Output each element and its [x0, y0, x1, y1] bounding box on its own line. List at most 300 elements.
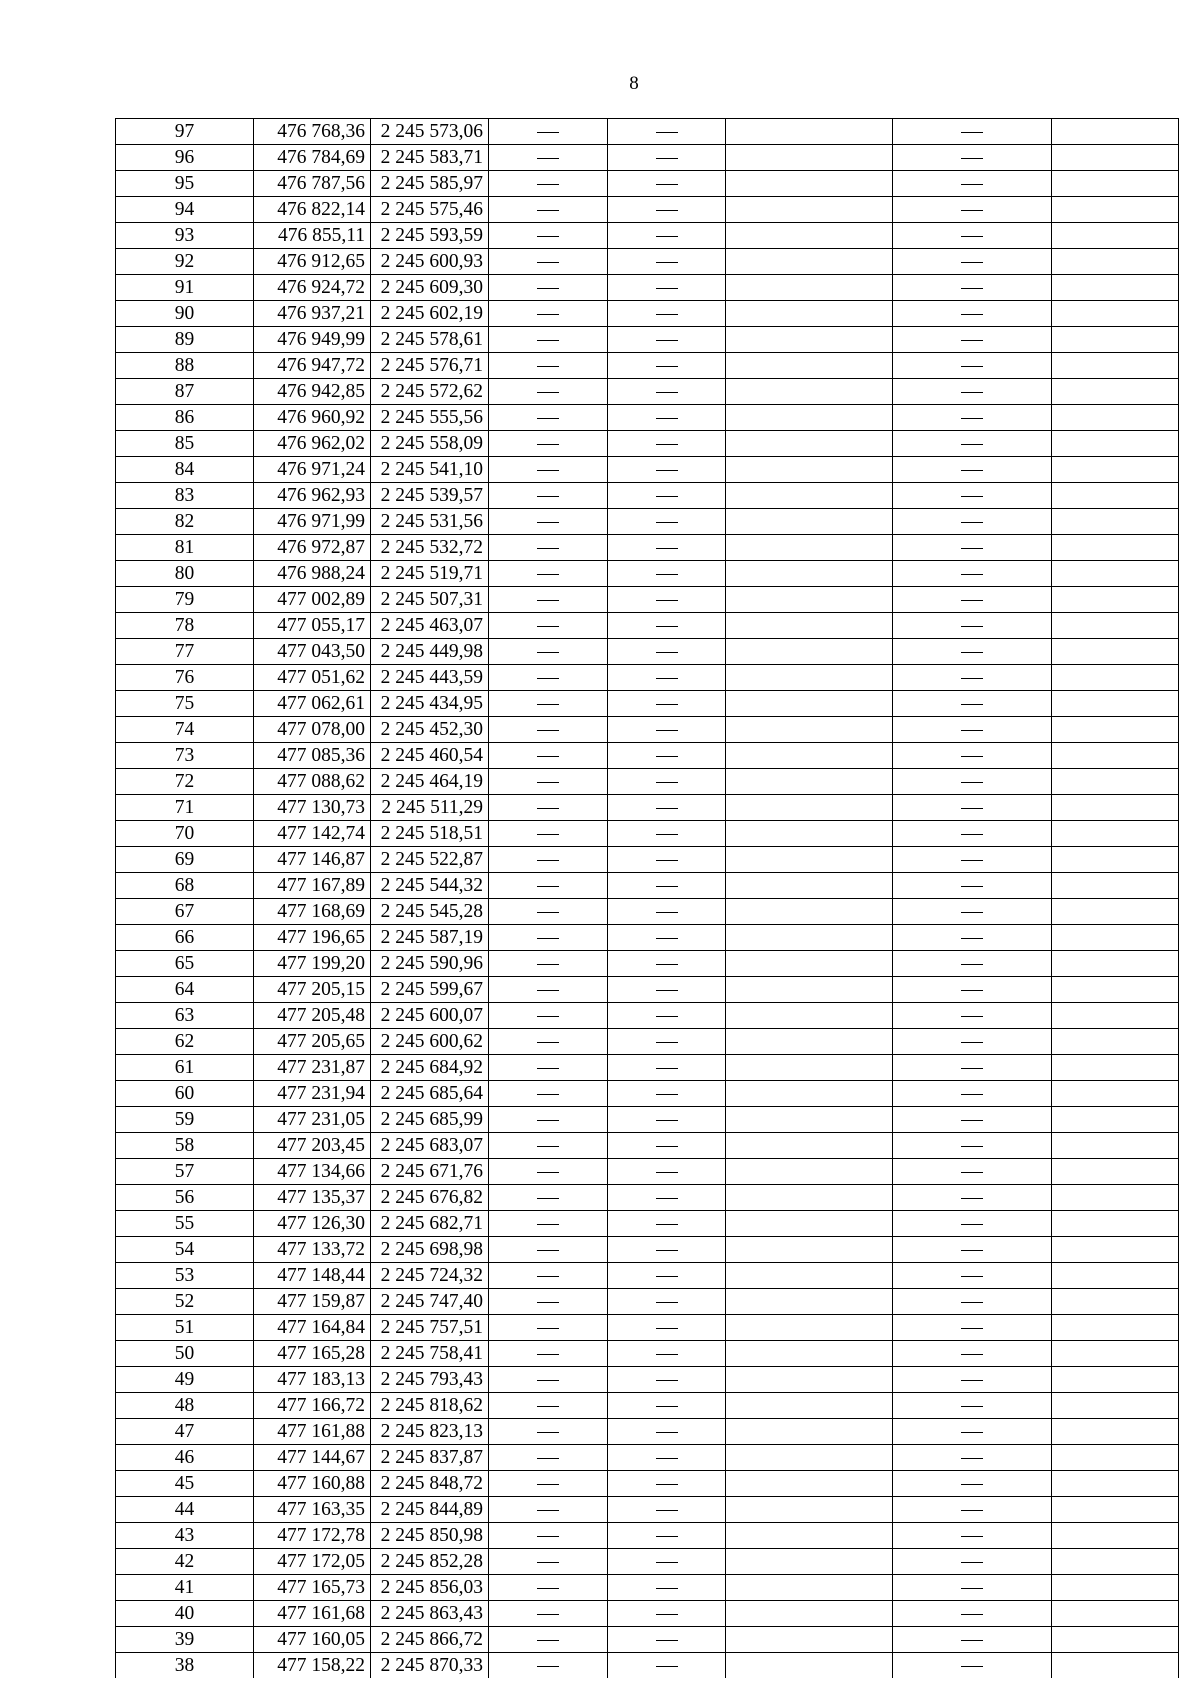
dash-cell — [893, 1159, 1052, 1185]
empty-cell — [1052, 1029, 1179, 1055]
dash-cell — [608, 873, 726, 899]
table-row — [116, 769, 1179, 795]
dash-mark — [537, 600, 559, 601]
dash-cell — [893, 1055, 1052, 1081]
empty-cell — [726, 379, 893, 405]
dash-cell — [893, 1497, 1052, 1523]
dash-cell — [489, 1133, 608, 1159]
dash-mark — [537, 1068, 559, 1069]
dash-cell — [489, 1471, 608, 1497]
dash-mark — [656, 1406, 678, 1407]
table-body — [116, 119, 1179, 1679]
y-coordinate-cell: 2 245 555,56 — [371, 405, 489, 431]
table-row — [116, 665, 1179, 691]
table-row — [116, 171, 1179, 197]
dash-cell — [489, 769, 608, 795]
x-coordinate-cell: 476 912,65 — [254, 249, 371, 275]
dash-mark — [961, 210, 983, 211]
dash-mark — [537, 132, 559, 133]
empty-cell — [1052, 535, 1179, 561]
table-row — [116, 1393, 1179, 1419]
x-coordinate-cell: 477 078,00 — [254, 717, 371, 743]
point-number-cell: 65 — [116, 951, 254, 977]
empty-cell — [726, 457, 893, 483]
empty-cell — [726, 743, 893, 769]
dash-cell — [893, 1133, 1052, 1159]
dash-mark — [961, 522, 983, 523]
empty-cell — [1052, 561, 1179, 587]
dash-mark — [961, 782, 983, 783]
dash-cell — [893, 1107, 1052, 1133]
empty-cell — [726, 717, 893, 743]
x-coordinate-cell: 477 159,87 — [254, 1289, 371, 1315]
table-row — [116, 405, 1179, 431]
dash-cell — [489, 1601, 608, 1627]
empty-cell — [1052, 951, 1179, 977]
table-row — [116, 1211, 1179, 1237]
dash-mark — [961, 1120, 983, 1121]
dash-cell — [608, 275, 726, 301]
x-coordinate-cell: 476 949,99 — [254, 327, 371, 353]
empty-cell — [1052, 353, 1179, 379]
x-coordinate-cell: 477 144,67 — [254, 1445, 371, 1471]
dash-mark — [537, 730, 559, 731]
table-row — [116, 639, 1179, 665]
dash-cell — [608, 587, 726, 613]
point-number-cell: 91 — [116, 275, 254, 301]
empty-cell — [726, 925, 893, 951]
dash-mark — [961, 314, 983, 315]
empty-cell — [726, 327, 893, 353]
x-coordinate-cell: 477 203,45 — [254, 1133, 371, 1159]
dash-cell — [893, 1237, 1052, 1263]
empty-cell — [726, 821, 893, 847]
empty-cell — [1052, 301, 1179, 327]
x-coordinate-cell: 477 055,17 — [254, 613, 371, 639]
dash-cell — [893, 1185, 1052, 1211]
dash-mark — [961, 1146, 983, 1147]
empty-cell — [1052, 1497, 1179, 1523]
dash-mark — [656, 1146, 678, 1147]
empty-cell — [726, 1133, 893, 1159]
dash-cell — [893, 405, 1052, 431]
dash-cell — [608, 639, 726, 665]
dash-mark — [537, 1120, 559, 1121]
point-number-cell: 86 — [116, 405, 254, 431]
dash-mark — [961, 1484, 983, 1485]
dash-mark — [961, 1172, 983, 1173]
dash-cell — [489, 1653, 608, 1679]
dash-mark — [537, 548, 559, 549]
dash-mark — [961, 1588, 983, 1589]
empty-cell — [726, 535, 893, 561]
dash-mark — [537, 1458, 559, 1459]
point-number-cell: 48 — [116, 1393, 254, 1419]
dash-cell — [893, 1341, 1052, 1367]
point-number-cell: 38 — [116, 1653, 254, 1679]
table-row — [116, 743, 1179, 769]
dash-cell — [893, 873, 1052, 899]
table-row — [116, 1497, 1179, 1523]
dash-cell — [608, 1653, 726, 1679]
dash-mark — [656, 496, 678, 497]
dash-cell — [608, 1445, 726, 1471]
dash-cell — [893, 769, 1052, 795]
dash-cell — [608, 1627, 726, 1653]
dash-cell — [608, 1081, 726, 1107]
table-row — [116, 613, 1179, 639]
dash-mark — [537, 184, 559, 185]
empty-cell — [1052, 1133, 1179, 1159]
empty-cell — [726, 1497, 893, 1523]
dash-cell — [489, 691, 608, 717]
dash-mark — [537, 1380, 559, 1381]
y-coordinate-cell: 2 245 685,64 — [371, 1081, 489, 1107]
dash-cell — [893, 1627, 1052, 1653]
y-coordinate-cell: 2 245 600,07 — [371, 1003, 489, 1029]
dash-cell — [608, 535, 726, 561]
dash-mark — [961, 990, 983, 991]
x-coordinate-cell: 477 161,88 — [254, 1419, 371, 1445]
dash-cell — [608, 1237, 726, 1263]
dash-cell — [608, 1497, 726, 1523]
dash-mark — [537, 392, 559, 393]
point-number-cell: 97 — [116, 119, 254, 145]
dash-cell — [608, 301, 726, 327]
table-row — [116, 1341, 1179, 1367]
dash-mark — [656, 1250, 678, 1251]
x-coordinate-cell: 477 172,05 — [254, 1549, 371, 1575]
y-coordinate-cell: 2 245 866,72 — [371, 1627, 489, 1653]
table-row — [116, 1289, 1179, 1315]
y-coordinate-cell: 2 245 464,19 — [371, 769, 489, 795]
x-coordinate-cell: 476 972,87 — [254, 535, 371, 561]
dash-cell — [489, 613, 608, 639]
y-coordinate-cell: 2 245 522,87 — [371, 847, 489, 873]
dash-cell — [893, 145, 1052, 171]
point-number-cell: 82 — [116, 509, 254, 535]
empty-cell — [726, 951, 893, 977]
dash-mark — [961, 1094, 983, 1095]
dash-mark — [961, 548, 983, 549]
dash-mark — [961, 1640, 983, 1641]
point-number-cell: 72 — [116, 769, 254, 795]
point-number-cell: 52 — [116, 1289, 254, 1315]
x-coordinate-cell: 477 161,68 — [254, 1601, 371, 1627]
y-coordinate-cell: 2 245 685,99 — [371, 1107, 489, 1133]
y-coordinate-cell: 2 245 850,98 — [371, 1523, 489, 1549]
empty-cell — [1052, 431, 1179, 457]
point-number-cell: 50 — [116, 1341, 254, 1367]
dash-mark — [537, 1146, 559, 1147]
dash-mark — [961, 392, 983, 393]
dash-cell — [893, 1367, 1052, 1393]
dash-mark — [961, 1380, 983, 1381]
dash-cell — [608, 405, 726, 431]
empty-cell — [1052, 197, 1179, 223]
dash-cell — [608, 1211, 726, 1237]
empty-cell — [726, 1029, 893, 1055]
point-number-cell: 54 — [116, 1237, 254, 1263]
empty-cell — [726, 873, 893, 899]
table-row — [116, 1601, 1179, 1627]
empty-cell — [726, 119, 893, 145]
dash-cell — [893, 1263, 1052, 1289]
dash-cell — [608, 1003, 726, 1029]
dash-mark — [961, 1406, 983, 1407]
x-coordinate-cell: 477 168,69 — [254, 899, 371, 925]
empty-cell — [726, 1107, 893, 1133]
x-coordinate-cell: 476 960,92 — [254, 405, 371, 431]
empty-cell — [726, 1211, 893, 1237]
x-coordinate-cell: 477 163,35 — [254, 1497, 371, 1523]
dash-mark — [961, 652, 983, 653]
dash-mark — [656, 1172, 678, 1173]
dash-mark — [656, 1562, 678, 1563]
x-coordinate-cell: 476 855,11 — [254, 223, 371, 249]
empty-cell — [1052, 1081, 1179, 1107]
dash-cell — [489, 1419, 608, 1445]
dash-mark — [656, 1224, 678, 1225]
dash-mark — [961, 1614, 983, 1615]
dash-mark — [537, 834, 559, 835]
dash-cell — [608, 951, 726, 977]
y-coordinate-cell: 2 245 684,92 — [371, 1055, 489, 1081]
dash-cell — [608, 977, 726, 1003]
empty-cell — [726, 665, 893, 691]
point-number-cell: 69 — [116, 847, 254, 873]
table-row — [116, 535, 1179, 561]
x-coordinate-cell: 477 134,66 — [254, 1159, 371, 1185]
point-number-cell: 46 — [116, 1445, 254, 1471]
dash-cell — [893, 587, 1052, 613]
dash-mark — [537, 522, 559, 523]
dash-mark — [961, 366, 983, 367]
coordinates-table — [115, 118, 1179, 1678]
table-row — [116, 1653, 1179, 1679]
x-coordinate-cell: 477 205,48 — [254, 1003, 371, 1029]
dash-cell — [489, 1237, 608, 1263]
dash-mark — [537, 1666, 559, 1667]
dash-cell — [893, 613, 1052, 639]
dash-cell — [893, 275, 1052, 301]
empty-cell — [1052, 1549, 1179, 1575]
x-coordinate-cell: 476 988,24 — [254, 561, 371, 587]
dash-mark — [537, 756, 559, 757]
dash-mark — [537, 782, 559, 783]
dash-mark — [961, 834, 983, 835]
dash-mark — [656, 1432, 678, 1433]
x-coordinate-cell: 477 062,61 — [254, 691, 371, 717]
y-coordinate-cell: 2 245 593,59 — [371, 223, 489, 249]
empty-cell — [1052, 327, 1179, 353]
point-number-cell: 55 — [116, 1211, 254, 1237]
y-coordinate-cell: 2 245 682,71 — [371, 1211, 489, 1237]
dash-cell — [608, 1471, 726, 1497]
point-number-cell: 64 — [116, 977, 254, 1003]
dash-cell — [893, 353, 1052, 379]
dash-cell — [489, 1081, 608, 1107]
x-coordinate-cell: 477 135,37 — [254, 1185, 371, 1211]
point-number-cell: 92 — [116, 249, 254, 275]
dash-cell — [489, 665, 608, 691]
x-coordinate-cell: 477 002,89 — [254, 587, 371, 613]
dash-cell — [608, 1549, 726, 1575]
empty-cell — [1052, 977, 1179, 1003]
dash-mark — [656, 1380, 678, 1381]
dash-cell — [608, 509, 726, 535]
dash-cell — [489, 197, 608, 223]
dash-cell — [608, 223, 726, 249]
dash-mark — [961, 132, 983, 133]
empty-cell — [1052, 1627, 1179, 1653]
y-coordinate-cell: 2 245 460,54 — [371, 743, 489, 769]
dash-mark — [656, 1458, 678, 1459]
point-number-cell: 56 — [116, 1185, 254, 1211]
dash-cell — [608, 1419, 726, 1445]
point-number-cell: 74 — [116, 717, 254, 743]
dash-mark — [537, 860, 559, 861]
table-row — [116, 587, 1179, 613]
empty-cell — [1052, 1315, 1179, 1341]
dash-cell — [608, 769, 726, 795]
table-row — [116, 899, 1179, 925]
empty-cell — [1052, 1055, 1179, 1081]
dash-mark — [537, 1614, 559, 1615]
dash-mark — [656, 730, 678, 731]
dash-cell — [608, 847, 726, 873]
dash-mark — [961, 1276, 983, 1277]
table-row — [116, 1107, 1179, 1133]
dash-mark — [537, 340, 559, 341]
dash-mark — [537, 366, 559, 367]
dash-cell — [489, 743, 608, 769]
point-number-cell: 85 — [116, 431, 254, 457]
empty-cell — [726, 1575, 893, 1601]
y-coordinate-cell: 2 245 683,07 — [371, 1133, 489, 1159]
y-coordinate-cell: 2 245 600,93 — [371, 249, 489, 275]
table-row — [116, 457, 1179, 483]
dash-mark — [961, 496, 983, 497]
page-number: 8 — [629, 73, 639, 94]
dash-mark — [656, 1042, 678, 1043]
point-number-cell: 75 — [116, 691, 254, 717]
dash-mark — [961, 600, 983, 601]
dash-cell — [893, 821, 1052, 847]
y-coordinate-cell: 2 245 600,62 — [371, 1029, 489, 1055]
dash-mark — [961, 1198, 983, 1199]
dash-cell — [608, 1133, 726, 1159]
dash-mark — [656, 782, 678, 783]
empty-cell — [726, 197, 893, 223]
dash-cell — [608, 249, 726, 275]
dash-mark — [656, 1484, 678, 1485]
empty-cell — [1052, 379, 1179, 405]
empty-cell — [1052, 1159, 1179, 1185]
empty-cell — [726, 691, 893, 717]
empty-cell — [1052, 145, 1179, 171]
dash-cell — [489, 847, 608, 873]
dash-mark — [961, 1432, 983, 1433]
dash-cell — [893, 1419, 1052, 1445]
y-coordinate-cell: 2 245 541,10 — [371, 457, 489, 483]
y-coordinate-cell: 2 245 519,71 — [371, 561, 489, 587]
empty-cell — [1052, 483, 1179, 509]
dash-cell — [608, 925, 726, 951]
dash-cell — [608, 145, 726, 171]
y-coordinate-cell: 2 245 576,71 — [371, 353, 489, 379]
x-coordinate-cell: 477 142,74 — [254, 821, 371, 847]
y-coordinate-cell: 2 245 585,97 — [371, 171, 489, 197]
empty-cell — [1052, 457, 1179, 483]
point-number-cell: 94 — [116, 197, 254, 223]
dash-cell — [489, 327, 608, 353]
dash-cell — [893, 1653, 1052, 1679]
empty-cell — [726, 847, 893, 873]
empty-cell — [1052, 1003, 1179, 1029]
table-row — [116, 379, 1179, 405]
dash-mark — [656, 236, 678, 237]
point-number-cell: 66 — [116, 925, 254, 951]
empty-cell — [726, 587, 893, 613]
dash-cell — [489, 561, 608, 587]
point-number-cell: 89 — [116, 327, 254, 353]
y-coordinate-cell: 2 245 572,62 — [371, 379, 489, 405]
x-coordinate-cell: 477 130,73 — [254, 795, 371, 821]
dash-cell — [893, 899, 1052, 925]
dash-mark — [656, 1354, 678, 1355]
table-row — [116, 1471, 1179, 1497]
y-coordinate-cell: 2 245 844,89 — [371, 1497, 489, 1523]
dash-mark — [656, 1068, 678, 1069]
dash-mark — [961, 1042, 983, 1043]
table-row — [116, 249, 1179, 275]
dash-cell — [489, 171, 608, 197]
y-coordinate-cell: 2 245 443,59 — [371, 665, 489, 691]
table-row — [116, 509, 1179, 535]
table-row — [116, 327, 1179, 353]
point-number-cell: 59 — [116, 1107, 254, 1133]
dash-mark — [656, 1510, 678, 1511]
dash-mark — [537, 1432, 559, 1433]
empty-cell — [726, 1601, 893, 1627]
dash-mark — [537, 626, 559, 627]
x-coordinate-cell: 477 231,05 — [254, 1107, 371, 1133]
dash-mark — [537, 418, 559, 419]
dash-cell — [893, 197, 1052, 223]
dash-mark — [537, 262, 559, 263]
point-number-cell: 76 — [116, 665, 254, 691]
point-number-cell: 58 — [116, 1133, 254, 1159]
table-row — [116, 1575, 1179, 1601]
table-row — [116, 301, 1179, 327]
dash-mark — [656, 600, 678, 601]
dash-cell — [608, 691, 726, 717]
point-number-cell: 63 — [116, 1003, 254, 1029]
dash-mark — [537, 1588, 559, 1589]
dash-mark — [656, 1666, 678, 1667]
dash-cell — [893, 431, 1052, 457]
dash-mark — [961, 158, 983, 159]
point-number-cell: 81 — [116, 535, 254, 561]
dash-mark — [961, 756, 983, 757]
dash-cell — [893, 509, 1052, 535]
dash-mark — [537, 1354, 559, 1355]
point-number-cell: 84 — [116, 457, 254, 483]
y-coordinate-cell: 2 245 599,67 — [371, 977, 489, 1003]
dash-mark — [656, 574, 678, 575]
point-number-cell: 62 — [116, 1029, 254, 1055]
